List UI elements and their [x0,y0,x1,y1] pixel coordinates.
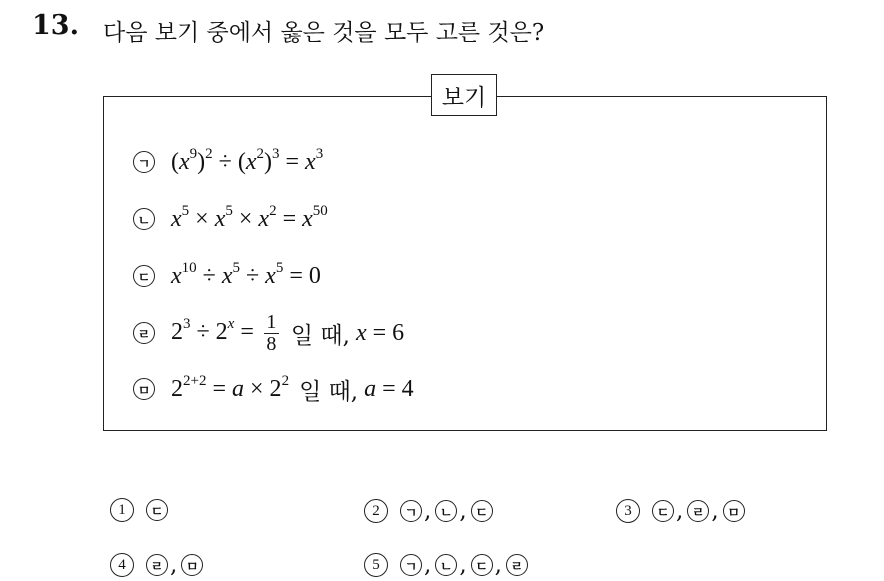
question-text: 다음 보기 중에서 옳은 것을 모두 고른 것은? [103,20,545,46]
choice-mark: ㄴ [435,554,457,576]
choice-4[interactable]: 4 ㄹ , ㅁ [110,552,203,578]
item-condition-text: 일 때, [290,322,350,349]
example-box-title: 보기 [431,74,497,116]
item-condition-text: 일 때, [299,378,359,405]
choice-mark: ㄱ [400,500,422,522]
choice-5[interactable]: 5 ㄱ , ㄴ , ㄷ , ㄹ [364,552,528,578]
item-marker: ㅁ [133,378,155,400]
fraction [264,312,279,355]
item-condition: x = 6 [355,319,405,346]
choice-number: 4 [110,553,134,577]
question-number: 13. [32,10,79,41]
example-item-4 [133,308,404,358]
item-marker: ㄴ [133,208,155,230]
choice-mark: ㄷ [471,500,493,522]
choice-mark: ㄷ [652,500,674,522]
item-expression: $2^{2+2} = a \times 2^2$ [171,372,290,402]
example-item-2 [133,197,328,241]
choice-number: 2 [364,499,388,523]
item-expression: $2^3 \div 2^x$ = $\frac{1}{8}$ [171,312,283,355]
choice-mark: ㄷ [146,499,168,521]
choice-mark: ㄷ [471,554,493,576]
choice-number: 3 [616,499,640,523]
item-marker: ㄹ [133,322,155,344]
example-item-1 [133,140,323,184]
item-condition: a = 4 [364,375,414,402]
fraction-denominator: 8 [266,332,277,355]
item-expression: $x^{10} \div x^5 \div x^5 = 0$ [171,259,321,289]
example-item-3 [133,254,321,298]
choice-number: 5 [364,553,388,577]
choice-mark: ㅁ [723,500,745,522]
choice-mark: ㄹ [687,500,709,522]
choice-number: 1 [110,498,134,522]
choice-3[interactable]: 3 ㄷ , ㄹ , ㅁ [616,498,745,524]
choice-mark: ㄹ [506,554,528,576]
choice-mark: ㄱ [400,554,422,576]
choice-1[interactable] [110,498,168,522]
item-expression: $(x^9)^2 \div (x^2)^3 = x^3$ [171,145,324,175]
choice-2[interactable]: 2 ㄱ , ㄴ , ㄷ [364,498,493,524]
choice-mark: ㄴ [435,500,457,522]
item-expression: $x^5 \times x^5 \times x^2 = x^{50}$ [171,202,328,232]
choice-mark: ㅁ [181,554,203,576]
item-marker: ㄱ [133,151,155,173]
choice-mark: ㄹ [146,554,168,576]
item-marker: ㄷ [133,265,155,287]
fraction-numerator: 1 [266,310,277,333]
example-item-5 [133,367,414,411]
